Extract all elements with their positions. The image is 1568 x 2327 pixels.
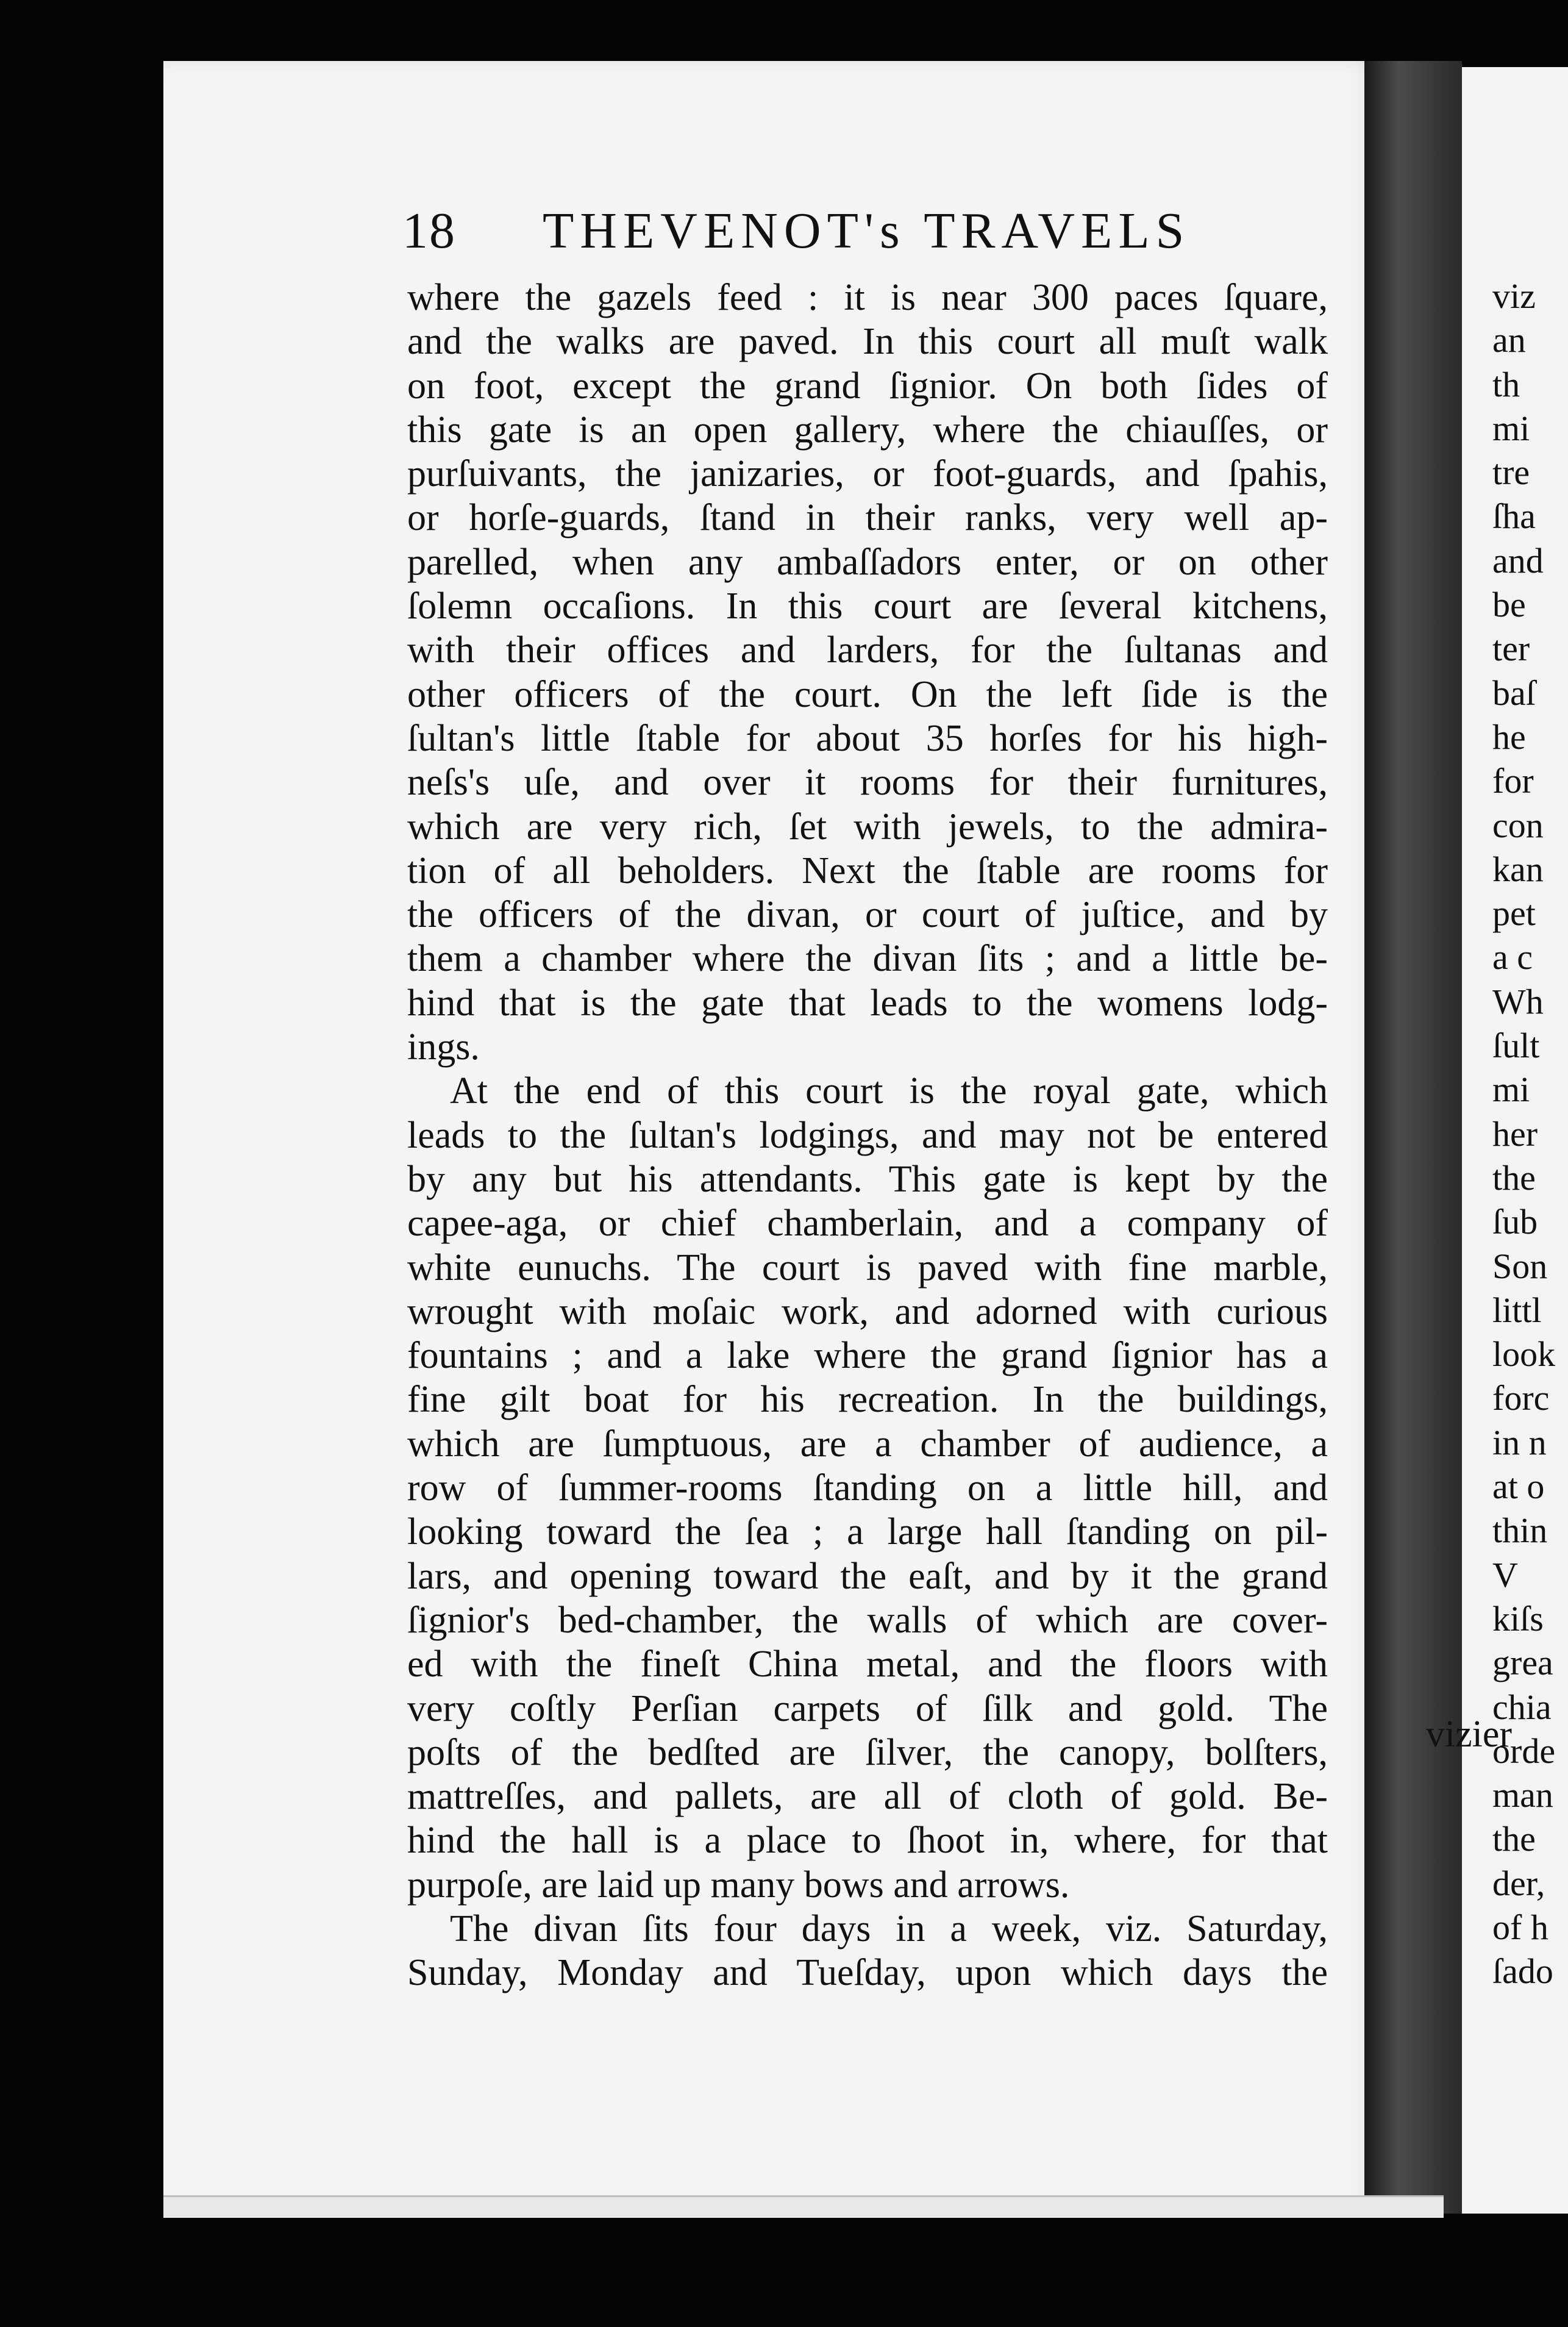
text-line: purpoſe, are laid up many bows and arrows. (407, 1864, 1070, 1906)
text-line: or horſe-guards, ſtand in their ranks, very well ap- (407, 497, 1328, 539)
text-line: row of ſummer-rooms ſtanding on a little hill, and (407, 1467, 1328, 1509)
facing-text-line: look (1492, 1334, 1556, 1374)
facing-text-line: her (1492, 1113, 1538, 1154)
facing-text-line: kiſs (1492, 1598, 1544, 1639)
text-line: white eunuchs. The court is paved with fine marble, (407, 1246, 1328, 1289)
facing-text-line: for (1492, 761, 1534, 801)
text-line: leads to the ſultan's lodgings, and may not be entered (407, 1114, 1328, 1156)
facing-text-line: mi (1492, 408, 1530, 448)
facing-text-line: ſado (1492, 1951, 1553, 1992)
text-line: by any but his attendants. This gate is kept by the (407, 1158, 1328, 1200)
facing-text-line: mi (1492, 1070, 1530, 1110)
text-line: other officers of the court. On the left ſide is the (407, 673, 1328, 715)
text-line: fountains ; and a lake where the grand ſignior has a (407, 1335, 1328, 1377)
text-line: ſolemn occaſions. In this court are ſeveral kitchens, (407, 585, 1328, 627)
text-line: Sunday, Monday and Tueſday, upon which days the (407, 1952, 1328, 1994)
text-line: and the walks are paved. In this court all muſt walk (407, 321, 1328, 363)
catchword: vizier (1425, 1714, 1512, 1755)
text-line: the officers of the divan, or court of juſtice, and by (407, 894, 1328, 936)
text-line: wrought with moſaic work, and adorned with curious (407, 1290, 1328, 1332)
facing-text-line: ſult (1492, 1026, 1540, 1066)
facing-text-line: chia (1492, 1687, 1552, 1727)
facing-text-line: he (1492, 717, 1526, 757)
text-line: looking toward the ſea ; a large hall ſtanding on pil- (407, 1511, 1328, 1553)
page-number: 18 (402, 202, 456, 259)
facing-text-line: orde (1492, 1731, 1556, 1771)
facing-text-line: an (1492, 320, 1526, 360)
facing-text-line: forc (1492, 1378, 1550, 1418)
facing-text-line: V (1492, 1554, 1518, 1595)
page-header (402, 201, 1207, 268)
text-line: neſs's uſe, and over it rooms for their furnitures, (407, 762, 1328, 804)
facing-text-line: and (1492, 540, 1544, 581)
text-line: with their offices and larders, for the ſultanas and (407, 629, 1328, 671)
facing-text-line: pet (1492, 893, 1536, 934)
text-line: purſuivants, the janizaries, or foot-guards, and ſpahis, (407, 453, 1328, 495)
text-line: hind that is the gate that leads to the womens lodg- (407, 982, 1328, 1024)
text-line: ſignior's bed-chamber, the walls of which are cover- (407, 1599, 1328, 1641)
text-line: capee-aga, or chief chamberlain, and a company of (407, 1203, 1328, 1245)
text-line: lars, and opening toward the eaſt, and by it the grand (407, 1555, 1328, 1597)
facing-text-line: con (1492, 805, 1544, 845)
book-gutter (1364, 61, 1462, 2214)
facing-text-line: Son (1492, 1246, 1548, 1286)
text-line: tion of all beholders. Next the ſtable are rooms for (407, 849, 1328, 892)
page-bottom-edge (163, 2195, 1444, 2218)
text-line: ings. (407, 1026, 480, 1068)
facing-text-line: kan (1492, 849, 1544, 889)
facing-text-line: viz (1492, 276, 1536, 316)
body-text (407, 276, 1328, 1995)
facing-text-line: tre (1492, 452, 1530, 493)
text-line: ed with the fineſt China metal, and the floors with (407, 1643, 1328, 1685)
facing-text-line: at o (1492, 1467, 1545, 1507)
text-line: The divan ſits four days in a week, viz. Saturday, (450, 1907, 1328, 1950)
facing-text-line: ſub (1492, 1202, 1538, 1242)
text-line: parelled, when any ambaſſadors enter, or on other (407, 541, 1328, 583)
text-line: which are ſumptuous, are a chamber of audience, a (407, 1423, 1328, 1465)
facing-text-line: be (1492, 585, 1526, 625)
text-line: mattreſſes, and pallets, are all of cloth of gold. Be- (407, 1776, 1328, 1818)
text-line: which are very rich, ſet with jewels, to the admira- (407, 806, 1328, 848)
facing-text-line: littl (1492, 1290, 1542, 1330)
facing-text-line: the (1492, 1157, 1536, 1198)
facing-text-line: grea (1492, 1643, 1553, 1683)
text-line: this gate is an open gallery, where the chiauſſes, or (407, 409, 1328, 451)
facing-text-line: der, (1492, 1863, 1545, 1903)
text-line: At the end of this court is the royal gate, which (450, 1070, 1328, 1112)
facing-text-line: ſha (1492, 496, 1536, 537)
text-line: ſultan's little ſtable for about 35 horſes for his high- (407, 717, 1328, 759)
text-line: very coſtly Perſian carpets of ſilk and gold. The (407, 1687, 1328, 1729)
facing-text-line: th (1492, 364, 1520, 404)
text-line: on foot, except the grand ſignior. On both ſides of (407, 365, 1328, 407)
facing-text-line: man (1492, 1775, 1553, 1815)
text-line: them a chamber where the divan ſits ; and a little be- (407, 938, 1328, 980)
text-line: where the gazels feed : it is near 300 paces ſquare, (407, 277, 1328, 318)
text-line: hind the hall is a place to ſhoot in, where, for that (407, 1820, 1328, 1862)
text-line: fine gilt boat for his recreation. In the buildings, (407, 1379, 1328, 1421)
facing-text-line: Wh (1492, 981, 1544, 1021)
facing-text-line: thin (1492, 1510, 1548, 1551)
facing-text-line: ter (1492, 629, 1530, 669)
facing-text-line: of h (1492, 1907, 1548, 1947)
facing-text-line: baſ (1492, 673, 1536, 713)
text-line: poſts of the bedſted are ſilver, the canopy, bolſters, (407, 1731, 1328, 1773)
running-head: THEVENOT's TRAVELS (543, 202, 1191, 259)
facing-text-line: a c (1492, 937, 1533, 978)
facing-text-line: in n (1492, 1422, 1547, 1462)
facing-text-line: the (1492, 1819, 1536, 1859)
facing-page-text (1492, 274, 1568, 1994)
